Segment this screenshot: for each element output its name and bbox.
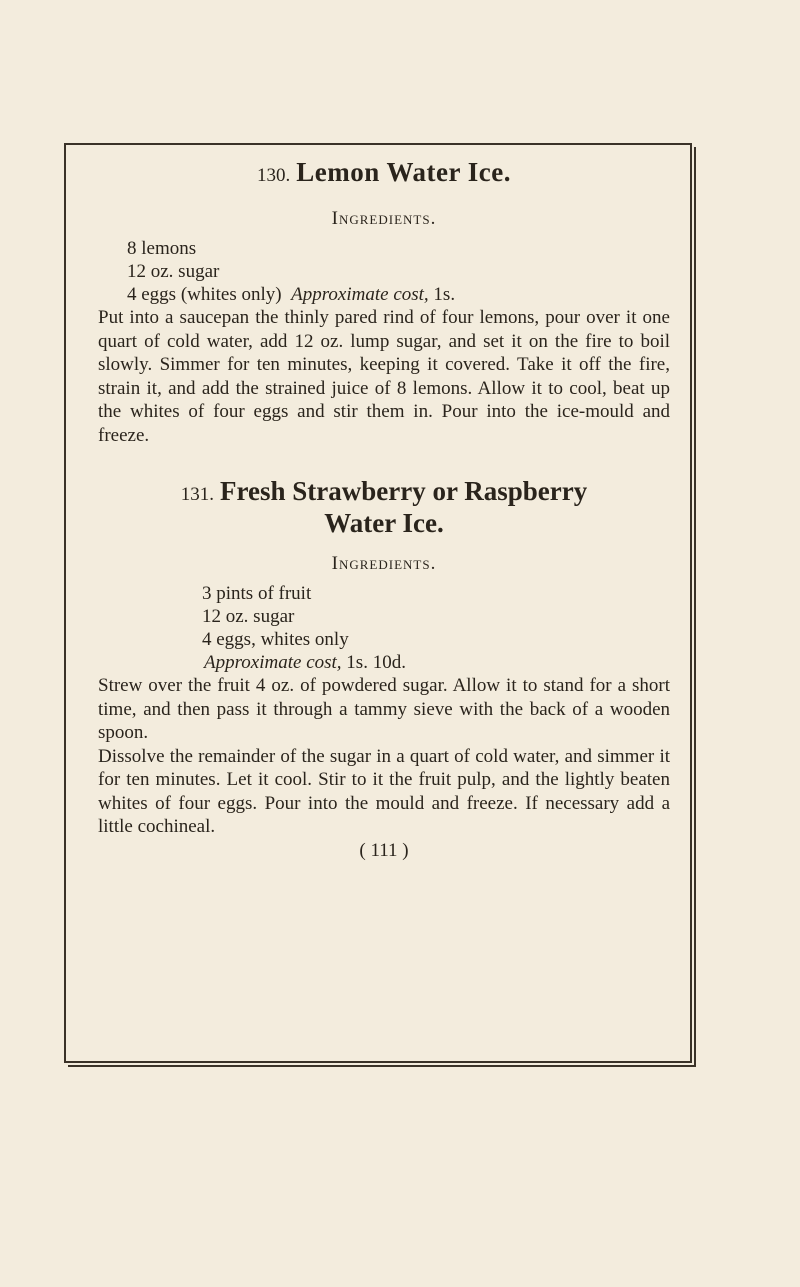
ingredient-item: 12 oz. sugar xyxy=(127,261,220,282)
recipe-number: 131. xyxy=(180,484,215,505)
recipe-title-line-1: Fresh Strawberry or Raspberry xyxy=(220,476,588,506)
method-paragraph: Strew over the fruit 4 oz. of powdered sugar. Allow it to stand for a short time, and then pass it through a tammy sieve with the back of a wooden spoon. xyxy=(98,675,670,743)
ingredients-heading: Ingredients. xyxy=(331,553,437,574)
recipe-title-fresh-strawberry-water-ice xyxy=(98,477,670,538)
cost-value: 1s. 10d. xyxy=(346,652,406,673)
ingredients-heading: Ingredients. xyxy=(331,208,437,229)
cost-label: Approximate cost, xyxy=(291,284,429,305)
cost-label: Approximate cost, xyxy=(204,652,342,673)
recipe-title-lemon-water-ice xyxy=(98,155,670,193)
ingredient-item: 3 pints of fruit xyxy=(202,583,312,604)
recipe-number: 130. xyxy=(257,165,291,186)
recipe-title-line-2: Water Ice. xyxy=(324,508,444,538)
method-paragraph: Dissolve the remainder of the sugar in a quart of cold water, and simmer it for ten minutes. Let it cool. Stir to it the fruit pulp, and the lightly beaten whites of four eggs. Pour into the mould and freeze. If necessary add a little cochineal. xyxy=(98,745,670,837)
page-number: ( 111 ) xyxy=(359,839,409,861)
ingredient-item: 4 eggs, whites only xyxy=(202,629,349,650)
ingredient-item: 12 oz. sugar xyxy=(202,606,295,627)
ingredient-item: 4 eggs (whites only) xyxy=(127,284,282,305)
ingredient-item-with-cost xyxy=(98,283,670,306)
cost-line xyxy=(98,651,670,674)
page-content xyxy=(98,155,670,863)
ingredient-item: 8 lemons xyxy=(127,238,197,259)
recipe-title-text: Lemon Water Ice. xyxy=(296,157,511,187)
method-paragraph: Put into a saucepan the thinly pared rind of four lemons, pour over it one quart of cold water, add 12 oz. lump sugar, and set it on the fire to boil slowly. Simmer for ten minutes, keeping it covered. Take it off the fire, strain it, and add the strained juice of 8 lemons. Allow it to cool, beat up the whites of four eggs and stir them in. Pour into the ice-mould and freeze. xyxy=(98,307,670,446)
cost-value: 1s. xyxy=(433,284,456,305)
